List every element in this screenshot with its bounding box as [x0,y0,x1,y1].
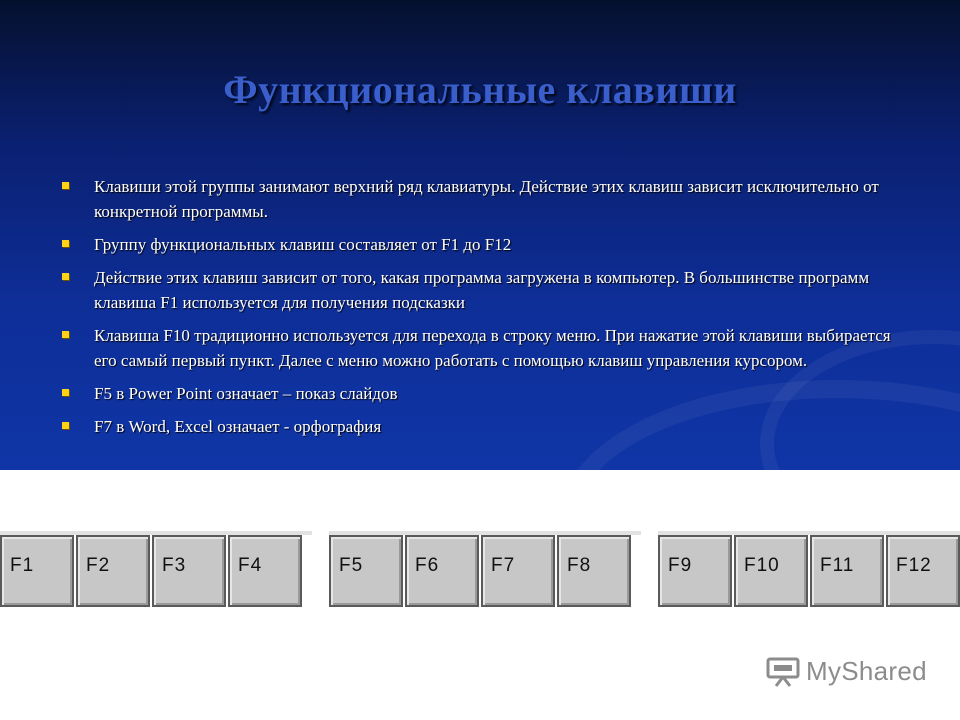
key-f7 [481,535,555,607]
square-bullet-icon [62,422,69,429]
function-key-group-3 [658,535,960,609]
key-f10 [734,535,808,607]
bullet-text: F5 в Power Point означает – показ слайдов [94,384,398,403]
key-label: F2 [86,555,111,576]
key-f12 [886,535,960,607]
myshared-watermark [766,656,927,687]
key-label: F8 [567,555,592,576]
key-label: F5 [339,555,364,576]
bullet-item [62,323,902,373]
key-f4 [228,535,302,607]
key-label: F1 [10,555,35,576]
function-key-group-2 [329,535,633,609]
key-label: F7 [491,555,516,576]
key-f1 [0,535,74,607]
square-bullet-icon [62,273,69,280]
square-bullet-icon [62,240,69,247]
projector-screen-icon [766,657,800,687]
key-f6 [405,535,479,607]
key-f3 [152,535,226,607]
key-label: F12 [896,555,932,576]
watermark-text: MyShared [806,656,927,686]
square-bullet-icon [62,331,69,338]
key-f11 [810,535,884,607]
bullet-item [62,381,902,406]
key-label: F10 [744,555,780,576]
bullet-item [62,174,902,224]
key-f5 [329,535,403,607]
bullet-text: Клавиша F10 традиционно используется для перехода в строку меню. При нажатие этой клавиши выбирается его самый первый пункт. Далее с меню можно работать с помощью клавиш управления курсором. [94,326,891,370]
bullet-text: Клавиши этой группы занимают верхний ряд клавиатуры. Действие этих клавиш зависит исключительно от конкретной программы. [94,177,879,221]
bullet-text: Действие этих клавиш зависит от того, какая программа загружена в компьютер. В большинстве программ клавиша F1 используется для получения подсказки [94,268,870,312]
key-label: F11 [820,555,855,576]
key-label: F4 [238,555,263,576]
bullet-text: F7 в Word, Excel означает - орфография [94,417,382,436]
bullet-item [62,265,902,315]
key-label: F9 [668,555,693,576]
key-f8 [557,535,631,607]
key-f2 [76,535,150,607]
square-bullet-icon [62,182,69,189]
bullet-item [62,414,902,439]
slide-title: Функциональные клавиши [223,67,737,112]
function-key-group-1 [0,535,304,609]
key-f9 [658,535,732,607]
key-label: F3 [162,555,187,576]
bullet-text: Группу функциональных клавиш составляет от F1 до F12 [94,235,512,254]
bullet-list [62,174,902,447]
square-bullet-icon [62,389,69,396]
bullet-item [62,232,902,257]
key-label: F6 [415,555,440,576]
